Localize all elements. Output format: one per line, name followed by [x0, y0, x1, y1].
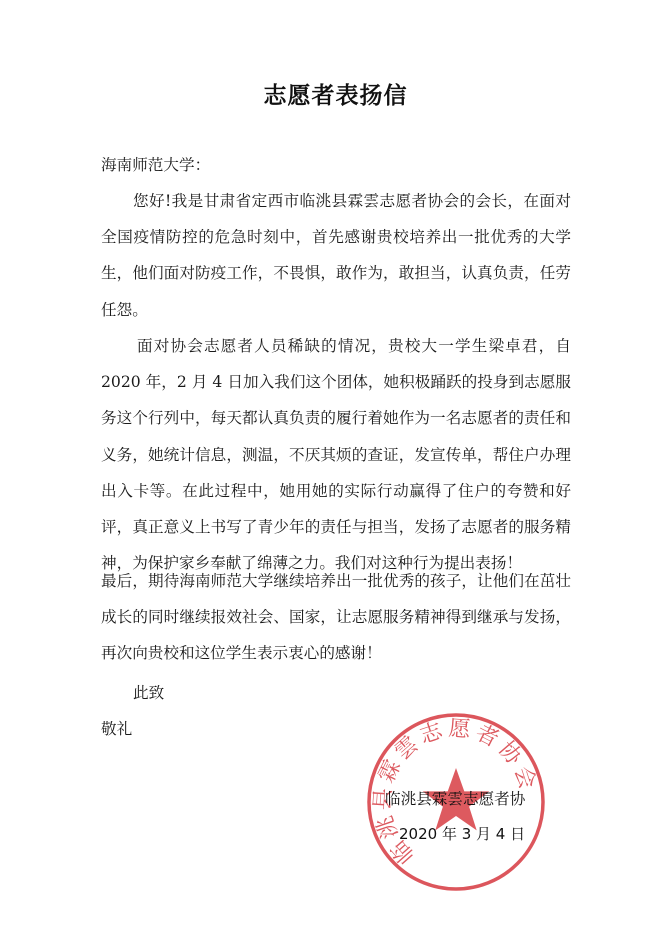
- signature-date: 2020 年 3 月 4 日: [399, 825, 526, 843]
- paragraph-conclusion: 最后，期待海南师范大学继续培养出一批优秀的孩子，让他们在茁壮成长的同时继续报效社会、国家，让志愿服务精神得到继承与发扬，再次向贵校和这位学生表示衷心的感谢！: [101, 572, 571, 663]
- paragraph-greeting: 您好!我是甘肃省定西市临洮县霖雲志愿者协会的会长，在面对全国疫情防控的危急时刻中，首先感谢贵校培养出一批优秀的大学生，他们面对防疫工作，不畏惧，敢作为，敢担当，认真负责，任劳任怨。: [101, 192, 571, 319]
- closing-line-2: 敬礼: [101, 720, 133, 739]
- signature-organization: 临洮县霖雲志愿者协: [385, 790, 526, 808]
- page-title: 志愿者表扬信: [263, 83, 408, 109]
- salutation: 海南师范大学：: [101, 156, 211, 174]
- closing-line-1: 此致: [133, 684, 165, 702]
- paragraph-commendation: 面对协会志愿者人员稀缺的情况，贵校大一学生梁卓君，自 2020 年，2 月 4 日加入我们这个团体，她积极踊跃的投身到志愿服务这个行列中，每天都认真负责的履行着她作为一名志愿者的责任和义务，她统计信息，测温，不厌其烦的查证，发宣传单，帮住户办理出入卡等。在此过程中，她用她的实际行动赢得了住户的夸赞和好评，真正意义上书写了青少年的责任与担当，发扬了志愿者的服务精神，为保护家乡奉献了绵薄之力。我们对这种行为提出表扬！: [101, 337, 571, 573]
- seal-ring-text: 临洮县霖雲志愿者协会: [370, 716, 541, 869]
